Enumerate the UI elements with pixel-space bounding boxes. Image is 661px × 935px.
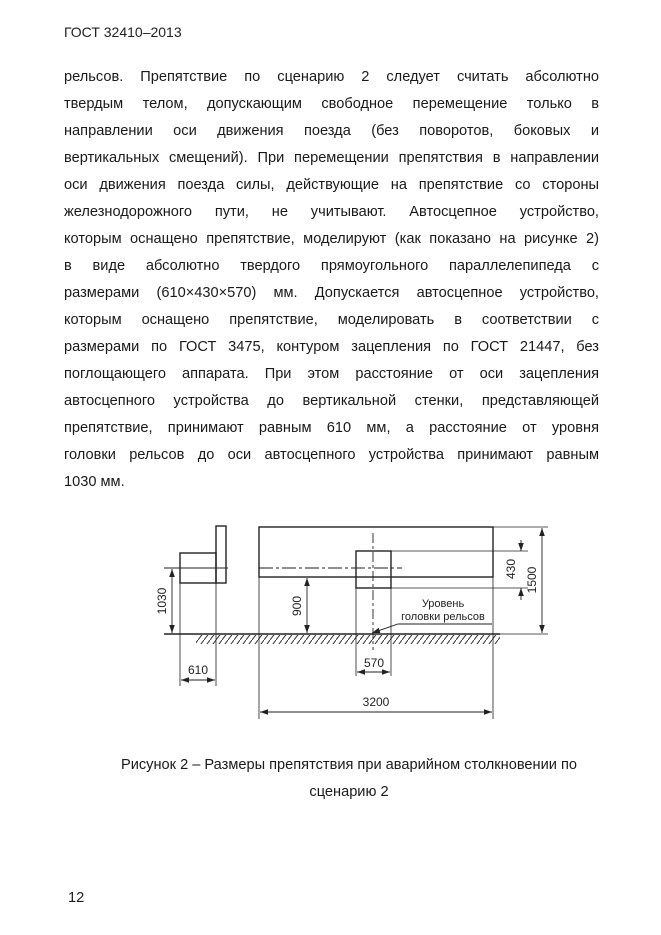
obstacle-body bbox=[259, 527, 493, 577]
rail-label-leader bbox=[372, 624, 492, 633]
body-line: вертикальных смещений). При перемещении препятствия в направлении bbox=[64, 150, 599, 166]
body-line: автосцепного устройства до вертикальной стенки, представляющей bbox=[64, 393, 599, 409]
rail-level-label-line2: головки рельсов bbox=[401, 611, 485, 623]
dim-610: 610 bbox=[187, 663, 209, 677]
body-line: размерами (610×430×570) мм. Допускается автосцепное устройство, bbox=[64, 285, 599, 301]
dim-430: 430 bbox=[504, 558, 518, 580]
rail-level-label-line1: Уровень bbox=[421, 598, 465, 610]
body-line: головки рельсов до оси автосцепного устройства принимают равным bbox=[64, 447, 599, 463]
body-line: направлении оси движения поезда (без поворотов, боковых и bbox=[64, 123, 599, 139]
coupler-block-right bbox=[356, 551, 391, 588]
document-header: ГОСТ 32410–2013 bbox=[64, 24, 182, 40]
body-line: поглощающего аппарата. При этом расстояние от оси зацепления bbox=[64, 366, 599, 382]
dim-1030: 1030 bbox=[155, 587, 169, 615]
body-line: 1030 мм. bbox=[64, 474, 125, 490]
body-line: размерами по ГОСТ 3475, контуром зацепления по ГОСТ 21447, без bbox=[64, 339, 599, 355]
dim-3200: 3200 bbox=[362, 695, 390, 709]
dim-1500: 1500 bbox=[525, 566, 539, 594]
body-line: твердым телом, допускающим свободное перемещение только в bbox=[64, 96, 599, 112]
obstacle-wall bbox=[216, 526, 226, 583]
dim-900: 900 bbox=[290, 595, 304, 617]
figure-caption bbox=[64, 752, 634, 806]
ground-hatch bbox=[196, 635, 500, 644]
body-line: в виде абсолютно твердого прямоугольного параллелепипеда с bbox=[64, 258, 599, 274]
body-line: рельсов. Препятствие по сценарию 2 следует считать абсолютно bbox=[64, 69, 599, 85]
body-line: которым оснащено препятствие, моделируют (как показано на рисунке 2) bbox=[64, 231, 599, 247]
body-line: которым оснащено препятствие, моделировать в соответствии с bbox=[64, 312, 599, 328]
caption-line1: Рисунок 2 – Размеры препятствия при аварийном столкновении по bbox=[120, 757, 577, 773]
body-line: оси движения поезда силы, действующие на препятствие со стороны bbox=[64, 177, 599, 193]
body-line: железнодорожного пути, не учитывают. Автосцепное устройство, bbox=[64, 204, 599, 220]
caption-line2: сценарию 2 bbox=[309, 784, 389, 800]
page-number: 12 bbox=[68, 890, 85, 906]
body-line: препятствие, принимают равным 610 мм, а расстояние от уровня bbox=[64, 420, 599, 436]
dim-570: 570 bbox=[363, 656, 385, 670]
